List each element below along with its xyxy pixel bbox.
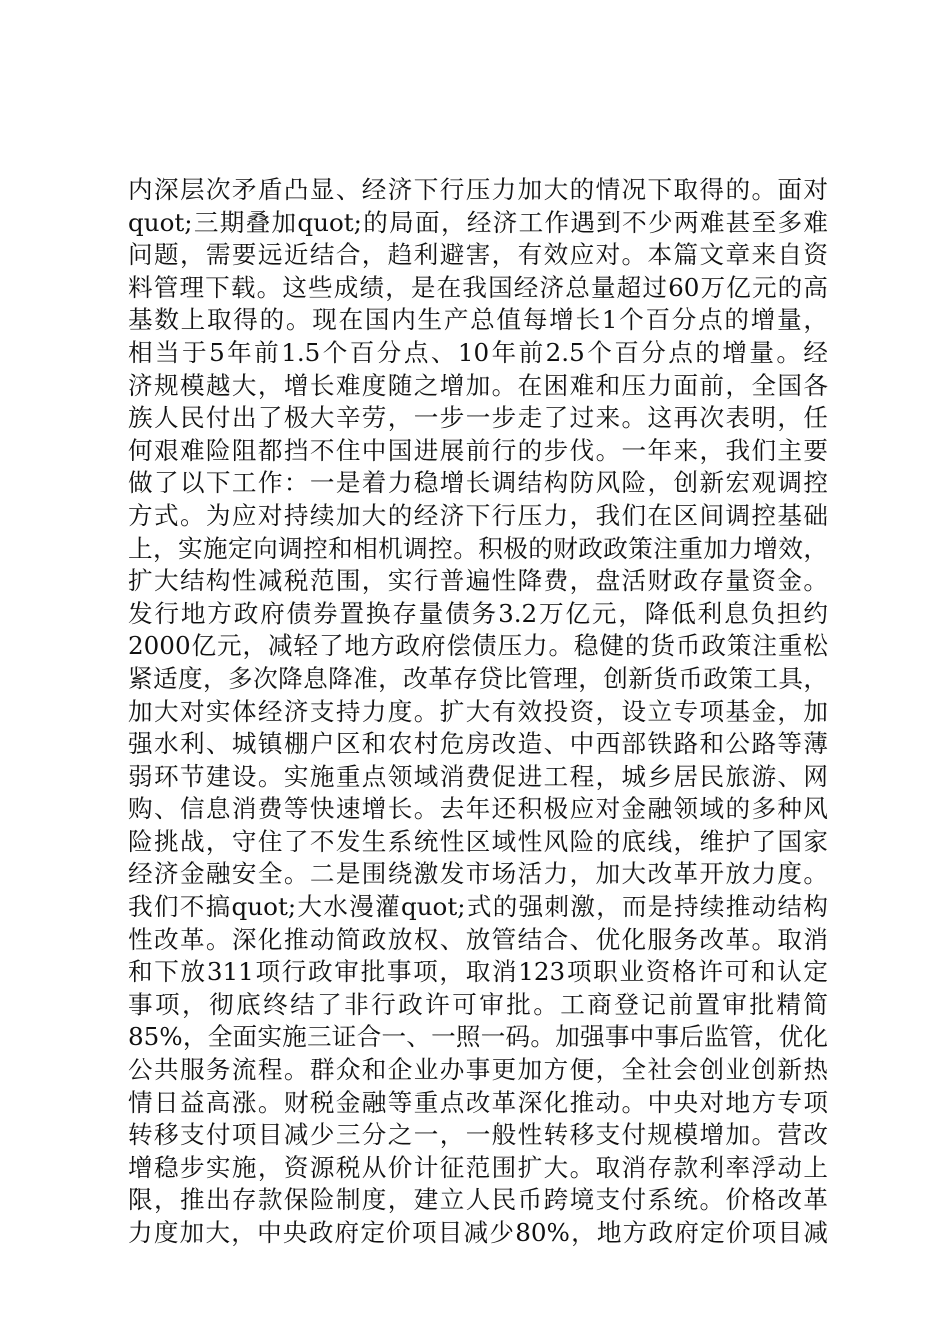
text-line: 问题，需要远近结合，趋利避害，有效应对。本篇文章来自资 — [128, 240, 828, 270]
text-line: 事项，彻底终结了非行政许可审批。工商登记前置审批精简 — [128, 989, 828, 1019]
text-line: 发行地方政府债券置换存量债务3.2万亿元，降低利息负担约 — [128, 598, 828, 628]
text-line: 转移支付项目减少三分之一，一般性转移支付规模增加。营改 — [128, 1120, 828, 1150]
text-line: 做了以下工作：一是着力稳增长调结构防风险，创新宏观调控 — [128, 468, 828, 498]
text-line: 购、信息消费等快速增长。去年还积极应对金融领域的多种风 — [128, 794, 828, 824]
text-line: 强水利、城镇棚户区和农村危房改造、中西部铁路和公路等薄 — [128, 729, 828, 759]
text-line: 济规模越大，增长难度随之增加。在困难和压力面前，全国各 — [128, 370, 828, 400]
text-line: 加大对实体经济支持力度。扩大有效投资，设立专项基金，加 — [128, 696, 828, 726]
text-line: 险挑战，守住了不发生系统性区域性风险的底线，维护了国家 — [128, 826, 828, 856]
text-line: 弱环节建设。实施重点领域消费促进工程，城乡居民旅游、网 — [128, 761, 828, 791]
body-text — [128, 174, 828, 1250]
text-line: 方式。为应对持续加大的经济下行压力，我们在区间调控基础 — [128, 500, 828, 530]
text-line: 上，实施定向调控和相机调控。积极的财政政策注重加力增效， — [128, 533, 828, 563]
text-line: 限，推出存款保险制度，建立人民币跨境支付系统。价格改革 — [128, 1185, 828, 1215]
text-line: 经济金融安全。二是围绕激发市场活力，加大改革开放力度。 — [128, 859, 828, 889]
text-line: 紧适度，多次降息降准，改革存贷比管理，创新货币政策工具， — [128, 663, 828, 693]
text-line: 我们不搞quot;大水漫灌quot;式的强刺激，而是持续推动结构 — [128, 892, 828, 922]
text-line: 和下放311项行政审批事项，取消123项职业资格许可和认定 — [128, 957, 828, 987]
text-line: 内深层次矛盾凸显、经济下行压力加大的情况下取得的。面对 — [128, 175, 828, 204]
text-line: 扩大结构性减税范围，实行普遍性降费，盘活财政存量资金。 — [128, 566, 828, 596]
text-line: quot;三期叠加quot;的局面，经济工作遇到不少两难甚至多难 — [128, 207, 828, 237]
text-line: 料管理下载。这些成绩，是在我国经济总量超过60万亿元的高 — [128, 272, 828, 302]
text-line: 何艰难险阻都挡不住中国进展前行的步伐。一年来，我们主要 — [128, 435, 828, 465]
text-line: 力度加大，中央政府定价项目减少80%，地方政府定价项目减 — [128, 1218, 828, 1247]
text-line: 情日益高涨。财税金融等重点改革深化推动。中央对地方专项 — [128, 1087, 828, 1117]
text-line: 基数上取得的。现在国内生产总值每增长1个百分点的增量， — [128, 305, 828, 335]
text-line: 增稳步实施，资源税从价计征范围扩大。取消存款利率浮动上 — [128, 1152, 828, 1182]
text-line: 85%，全面实施三证合一、一照一码。加强事中事后监管，优化 — [128, 1022, 828, 1052]
text-line: 2000亿元，减轻了地方政府偿债压力。稳健的货币政策注重松 — [128, 631, 828, 661]
text-line: 相当于5年前1.5个百分点、10年前2.5个百分点的增量。经 — [128, 337, 828, 367]
text-line: 公共服务流程。群众和企业办事更加方便，全社会创业创新热 — [128, 1055, 828, 1085]
text-line: 性改革。深化推动简政放权、放管结合、优化服务改革。取消 — [128, 924, 828, 954]
text-line: 族人民付出了极大辛劳，一步一步走了过来。这再次表明，任 — [128, 403, 828, 433]
